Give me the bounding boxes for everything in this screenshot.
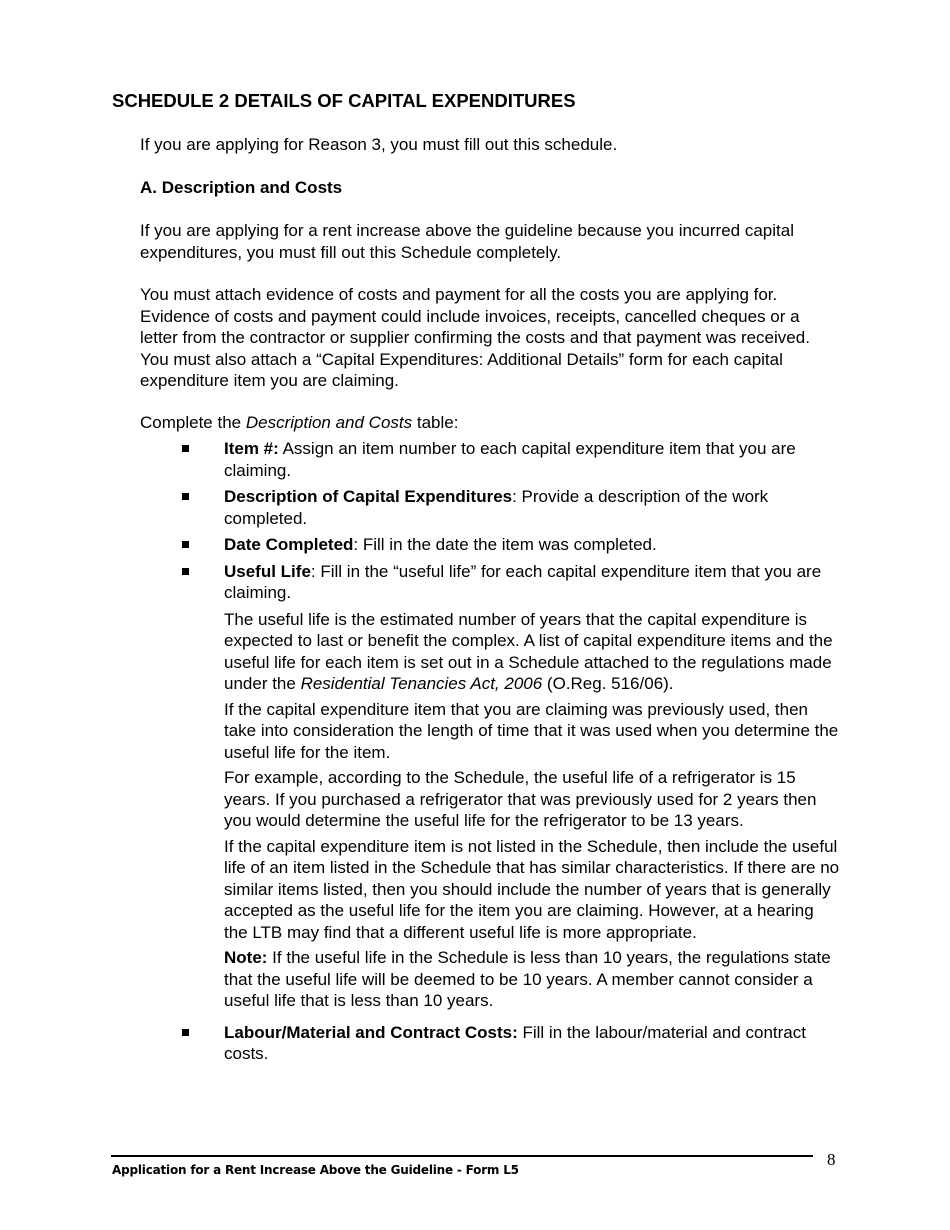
square-bullet-icon <box>182 1029 189 1036</box>
square-bullet-icon <box>182 568 189 575</box>
complete-text-italic: Description and Costs <box>245 413 413 432</box>
bullet-label: Useful Life <box>224 561 311 581</box>
square-bullet-icon <box>182 493 189 500</box>
complete-text-before: Complete the <box>140 413 246 432</box>
previously-used-paragraph: If the capital expenditure item that you are claiming was previously used, then take into consideration the length of time that it was used when you determine the useful life for the item. <box>224 699 839 762</box>
square-bullet-icon <box>182 541 189 548</box>
footer-form-title: Application for a Rent Increase Above the Guideline - Form L5 <box>112 1163 519 1177</box>
intro-paragraph: If you are applying for Reason 3, you must fill out this schedule. <box>140 135 618 154</box>
act-name: Residential Tenancies Act, 2006 <box>300 674 543 693</box>
bullet-text: : Fill in the date the item was completed. <box>353 535 657 554</box>
square-bullet-icon <box>182 445 189 452</box>
useful-life-definition <box>224 609 840 695</box>
complete-instruction <box>140 412 840 434</box>
section-title: A. Description and Costs <box>140 178 343 197</box>
useful-life-definition-text: The useful life is the estimated number of years that the capital expenditure is expected to last or benefit the complex. A list of capital expenditure items and the useful life for each item is set out in a Schedule attached to the regulations made under the <box>224 609 833 693</box>
bullet-label: Labour/Material and Contract Costs: <box>224 1022 518 1042</box>
regulation-reference: (O.Reg. 516/06). <box>542 674 674 693</box>
note-paragraph <box>224 947 840 1012</box>
instruction-list <box>140 438 840 1070</box>
bullet-text: Assign an item number to each capital expenditure item that you are claiming. <box>224 439 796 480</box>
page-number: 8 <box>827 1150 836 1169</box>
complete-text-after: table: <box>412 413 459 432</box>
list-item-useful-life <box>140 561 840 1012</box>
list-item-date-completed <box>140 534 840 556</box>
bullet-label: Item #: <box>224 439 279 458</box>
footer-divider <box>111 1155 813 1157</box>
bullet-text: Fill in the labour/material and contract costs. <box>224 1022 806 1063</box>
bullet-label: Description of Capital Expenditures <box>224 487 513 506</box>
paragraph-2: You must attach evidence of costs and payment for all the costs you are applying for. Evidence of costs and payment could include invoices, receipts, cancelled cheques or a letter from the contractor or supplier confirming the costs and that payment was received. You must also attach a “Capital Expenditures: Additional Details” form for each capital expenditure item you are claiming. <box>140 285 810 390</box>
example-paragraph: For example, according to the Schedule, the useful life of a refrigerator is 15 years. If you purchased a refrigerator that was previously used for 2 years then you would determine the useful life for the refrigerator to be 13 years. <box>224 768 817 830</box>
bullet-label: Date Completed <box>224 535 354 554</box>
bullet-text: : Fill in the “useful life” for each capital expenditure item that you are claiming. <box>224 561 822 602</box>
list-item-description <box>140 486 840 529</box>
not-listed-paragraph: If the capital expenditure item is not listed in the Schedule, then include the useful life of an item listed in the Schedule that has similar characteristics. If there are no similar items listed, then you should include the number of years that is generally accepted as the useful life for the item you are claiming. However, at a hearing the LTB may find that a different useful life is more appropriate. <box>224 836 840 942</box>
note-text: If the useful life in the Schedule is less than 10 years, the regulations state that the useful life will be deemed to be 10 years. A member cannot consider a useful life that is less than 10 years. <box>224 948 831 1010</box>
note-label: Note: <box>224 948 268 967</box>
list-item-labour-material <box>140 1022 840 1065</box>
list-item-item-number <box>140 438 840 481</box>
schedule-heading: SCHEDULE 2 DETAILS OF CAPITAL EXPENDITURES <box>112 90 576 111</box>
bullet-text: : Provide a description of the work completed. <box>224 487 769 528</box>
paragraph-1: If you are applying for a rent increase above the guideline because you incurred capital expenditures, you must fill out this Schedule completely. <box>140 221 794 262</box>
